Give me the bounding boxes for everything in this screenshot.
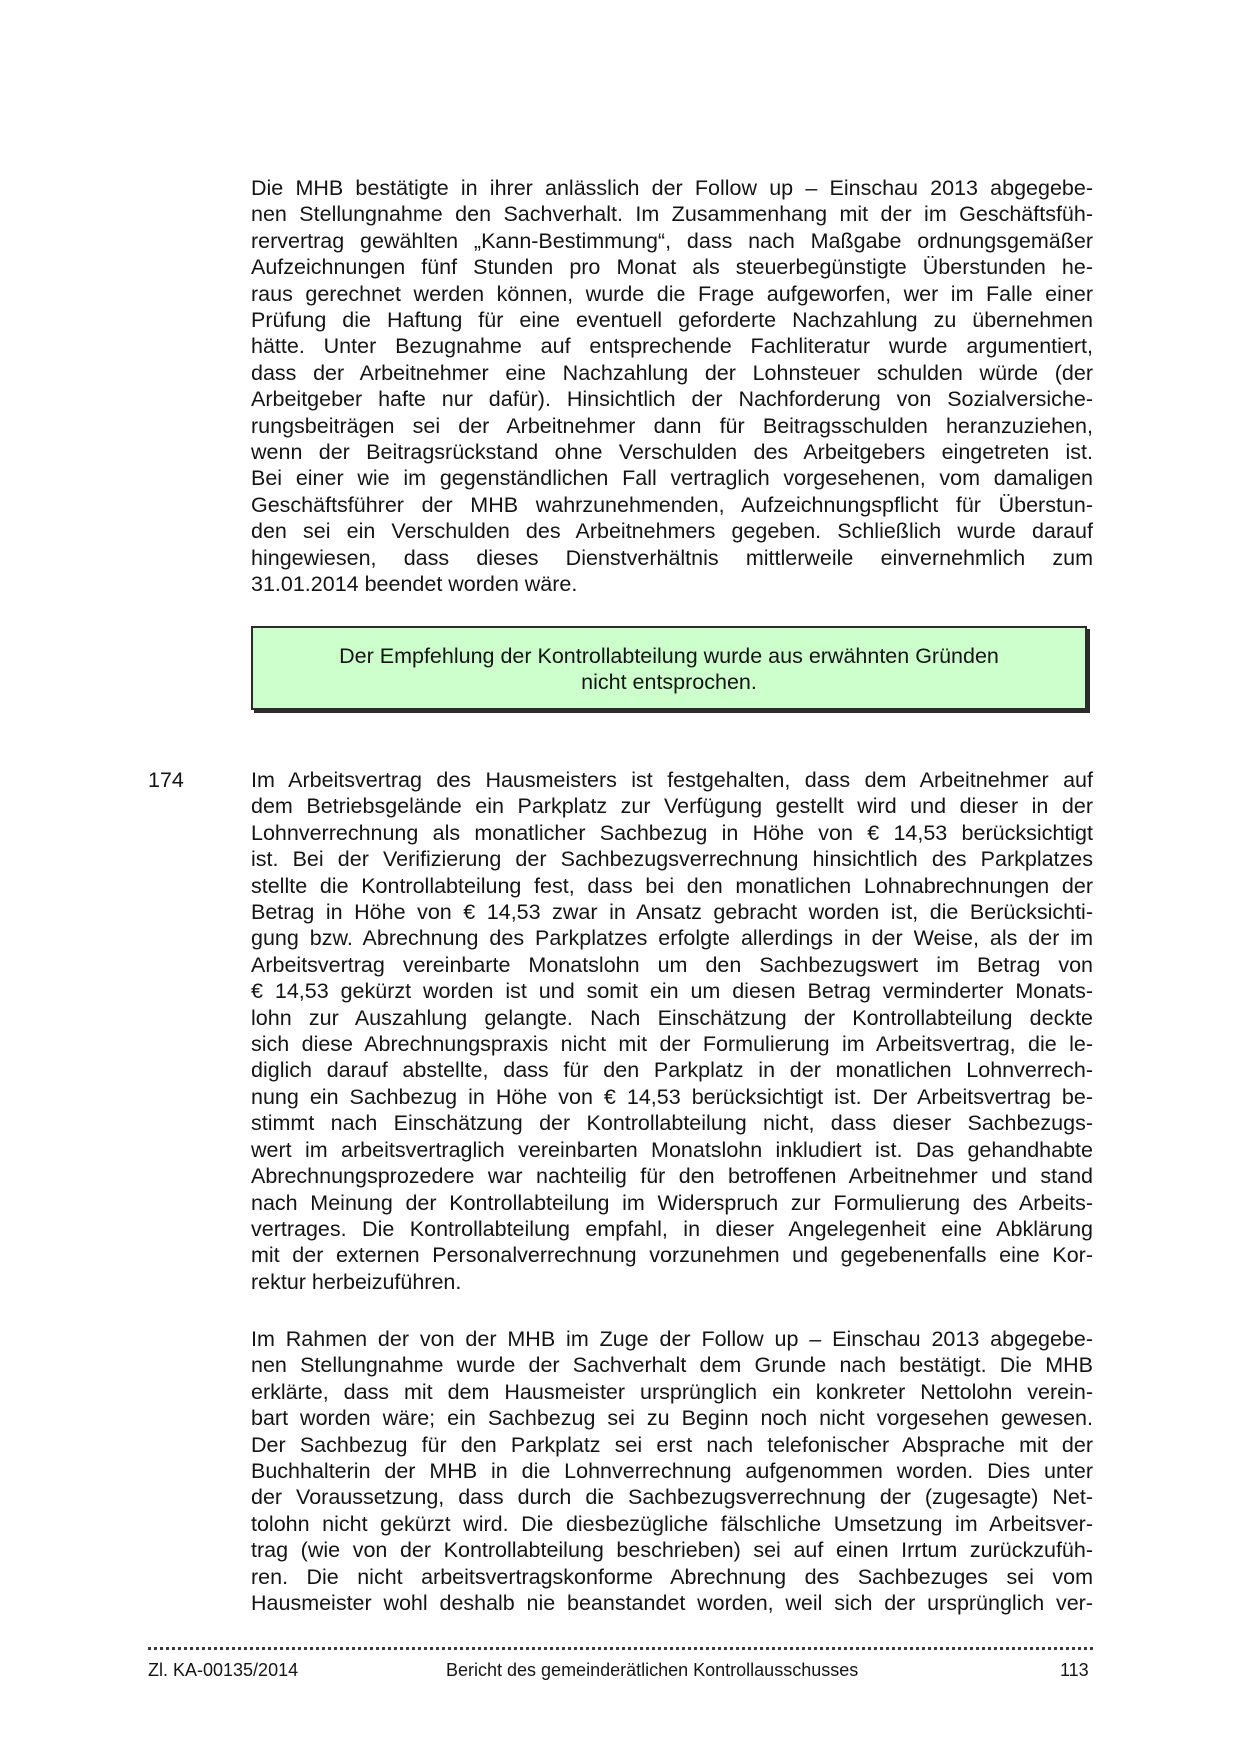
paragraph-follow-up-statement [251,175,1093,598]
text-line: Der Sachbezug für den Parkplatz sei erst nach telefonischer Absprache mit der [251,1432,1093,1457]
footer-title: Bericht des gemeinderätlichen Kontrollausschusses [446,1660,859,1680]
text-line: Betrag in Höhe von € 14,53 zwar in Ansatz gebracht worden ist, die Berücksichti- [251,900,1093,925]
text-line: erklärte, dass mit dem Hausmeister ursprünglich ein konkreter Nettolohn verein- [251,1379,1093,1404]
recommendation-box [251,626,1087,710]
text-line: € 14,53 gekürzt worden ist und somit ein um diesen Betrag verminderter Monats- [251,979,1093,1004]
text-line: tolohn nicht gekürzt wird. Die diesbezügliche fälschliche Umsetzung im Arbeitsver- [251,1511,1093,1536]
text-line: vertrages. Die Kontrollabteilung empfahl, in dieser Angelegenheit eine Abklärung [251,1216,1093,1241]
text-line: 31.01.2014 beendet worden wäre. [251,572,578,597]
text-line: dass der Arbeitnehmer eine Nachzahlung der Lohnsteuer schulden würde (der [251,360,1093,385]
text-line: nen Stellungnahme wurde der Sachverhalt dem Grunde nach bestätigt. Die MHB [251,1353,1093,1378]
paragraph-number: 174 [148,768,184,792]
text-line: ist. Bei der Verifizierung der Sachbezugsverrechnung hinsichtlich des Parkplatzes [251,847,1093,872]
text-line: Die MHB bestätigte in ihrer anlässlich der Follow up – Einschau 2013 abgegebe- [251,176,1093,200]
text-line: diglich darauf abstellte, dass für den Parkplatz in der monatlichen Lohnverrech- [251,1058,1093,1083]
footer-divider [148,1647,1093,1650]
text-line: trag (wie von der Kontrollabteilung beschrieben) sei auf einen Irrtum zurückzufüh- [251,1538,1093,1563]
text-line: stimmt nach Einschätzung der Kontrollabteilung nicht, dass dieser Sachbezugs- [251,1111,1093,1136]
text-line: hätte. Unter Bezugnahme auf entsprechende Fachliteratur wurde argumentiert, [251,334,1093,359]
text-line: Lohnverrechnung als monatlicher Sachbezug in Höhe von € 14,53 berücksichtigt [251,820,1093,845]
text-line: Geschäftsführer der MHB wahrzunehmenden, Aufzeichnungspflicht für Überstun- [251,492,1093,517]
text-line: gung bzw. Abrechnung des Parkplatzes erfolgte allerdings in der Weise, als der im [251,926,1093,951]
text-line: Abrechnungsprozedere war nachteilig für den betroffenen Arbeitnehmer und stand [251,1164,1093,1189]
footer-reference: Zl. KA-00135/2014 [148,1660,299,1680]
text-line: Im Rahmen der von der MHB im Zuge der Follow up – Einschau 2013 abgegebe- [251,1327,1093,1351]
footer-page-number: 113 [1060,1660,1089,1680]
text-line: bart worden wäre; ein Sachbezug sei zu Beginn noch nicht vorgesehen gewesen. [251,1406,1093,1431]
paragraph-parking-benefit [251,767,1093,1295]
text-line: Prüfung die Haftung für eine eventuell geforderte Nachzahlung zu übernehmen [251,308,1093,333]
text-line: wert im arbeitsvertraglich vereinbarten Monatslohn inkludiert ist. Das gehandhabte [251,1137,1093,1162]
text-line: Aufzeichnungen fünf Stunden pro Monat als steuerbegünstigte Überstunden he- [251,255,1093,280]
text-line: nach Meinung der Kontrollabteilung im Widerspruch zur Formulierung des Arbeits- [251,1190,1093,1215]
text-line: Hausmeister wohl deshalb nie beanstandet worden, weil sich der ursprünglich ver- [251,1591,1093,1616]
text-line: mit der externen Personalverrechnung vorzunehmen und gegebenenfalls eine Kor- [251,1243,1093,1268]
text-line: nung ein Sachbezug in Höhe von € 14,53 berücksichtigt ist. Der Arbeitsvertrag be- [251,1084,1093,1109]
text-line: Arbeitsvertrag vereinbarte Monatslohn um den Sachbezugswert im Betrag von [251,952,1093,977]
text-line: Im Arbeitsvertrag des Hausmeisters ist festgehalten, dass dem Arbeitnehmer auf [251,768,1093,792]
text-line: den sei ein Verschulden des Arbeitnehmers gegeben. Schließlich wurde darauf [251,519,1093,544]
text-line: Bei einer wie im gegenständlichen Fall vertraglich vorgesehenen, vom damaligen [251,466,1093,491]
text-line: rektur herbeizuführen. [251,1269,462,1294]
text-line: Arbeitgeber hafte nur dafür). Hinsichtlich der Nachforderung von Sozialversiche- [251,387,1093,412]
recommendation-line: nicht entsprochen. [581,670,757,695]
text-line: nen Stellungnahme den Sachverhalt. Im Zusammenhang mit der im Geschäftsfüh- [251,202,1093,227]
text-line: Buchhalterin der MHB in die Lohnverrechnung aufgenommen worden. Dies unter [251,1459,1093,1484]
text-line: ren. Die nicht arbeitsvertragskonforme Abrechnung des Sachbezuges sei vom [251,1564,1093,1589]
text-line: raus gerechnet werden können, wurde die Frage aufgeworfen, wer im Falle einer [251,281,1093,306]
text-line: sich diese Abrechnungspraxis nicht mit der Formulierung im Arbeitsvertrag, die le- [251,1032,1093,1057]
recommendation-line: Der Empfehlung der Kontrollabteilung wurde aus erwähnten Gründen [339,644,999,668]
text-line: rervertrag gewählten „Kann-Bestimmung“, dass nach Maßgabe ordnungsgemäßer [251,228,1093,253]
text-line: wenn der Beitragsrückstand ohne Verschulden des Arbeitgebers eingetreten ist. [251,440,1093,465]
text-line: stellte die Kontrollabteilung fest, dass bei den monatlichen Lohnabrechnungen der [251,873,1093,898]
text-line: lohn zur Auszahlung gelangte. Nach Einschätzung der Kontrollabteilung deckte [251,1005,1093,1030]
text-line: rungsbeiträgen sei der Arbeitnehmer dann für Beitragsschulden heranzuziehen, [251,413,1093,438]
text-line: dem Betriebsgelände ein Parkplatz zur Verfügung gestellt wird und dieser in der [251,794,1093,819]
text-line: der Voraussetzung, dass durch die Sachbezugsverrechnung der (zugesagte) Net- [251,1485,1093,1510]
paragraph-mhb-statement [251,1326,1093,1616]
text-line: hingewiesen, dass dieses Dienstverhältnis mittlerweile einvernehmlich zum [251,545,1093,570]
